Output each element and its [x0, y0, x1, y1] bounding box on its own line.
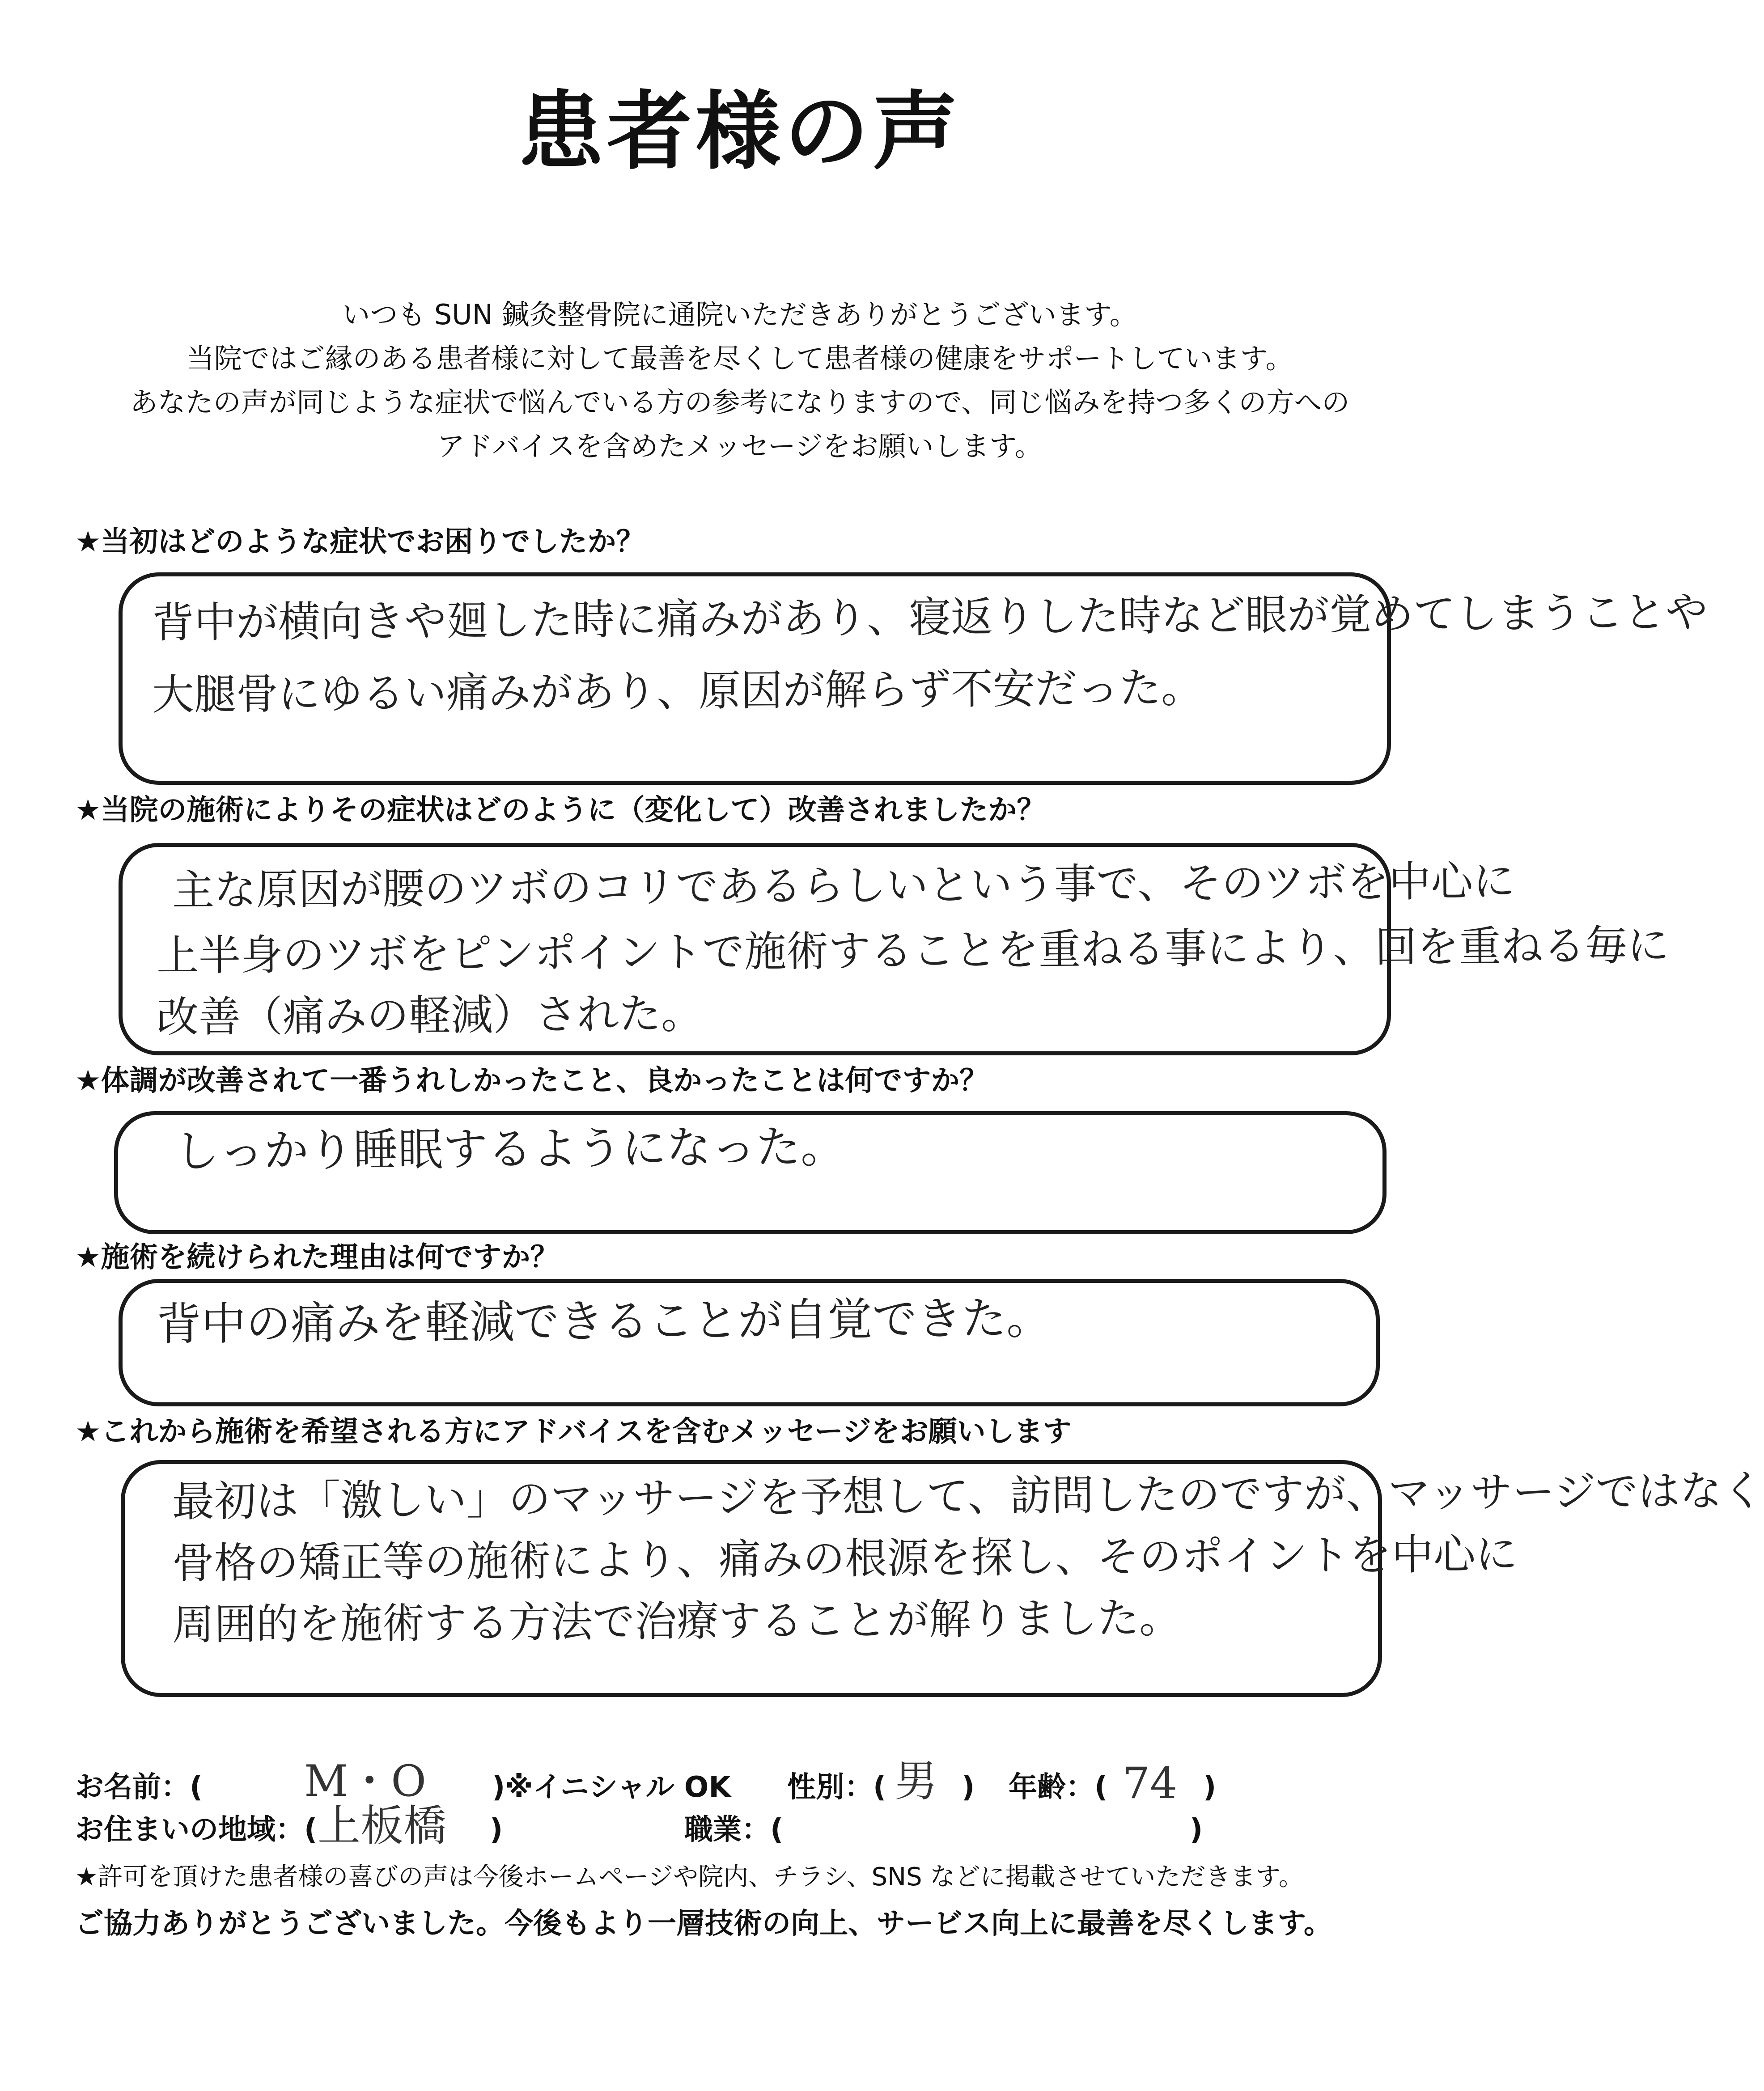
area-value: 上板橋 [318, 1801, 446, 1851]
name-close: )※イニシャル OK [492, 1771, 731, 1804]
question-1-label: ★当初はどのような症状でお困りでしたか？ [75, 525, 645, 559]
age-value: 74 [1123, 1758, 1178, 1808]
job-close: ) [1190, 1813, 1203, 1846]
answer-1-line: 大腿骨にゆるい痛みがあり、原因が解らず不安だった。 [152, 663, 1204, 720]
area-label: お住まいの地域：( [75, 1813, 318, 1846]
area-close: ) [490, 1813, 503, 1846]
name-label: お名前：( [75, 1771, 203, 1804]
answer-1-line: 背中が横向きや廻した時に痛みがあり、寝返りした時など眼が覚めてしまうことや [152, 588, 1708, 648]
answer-4-line: 背中の痛みを軽減できることが自覚できた。 [156, 1292, 1052, 1350]
gender-close: ) [962, 1771, 975, 1804]
age-label: 年齢：( [1009, 1771, 1108, 1804]
intro-line: アドバイスを含めたメッセージをお願いします。 [437, 430, 1043, 462]
intro-text [67, 293, 1412, 468]
permission-note: ★許可を頂けた患者様の喜びの声は今後ホームページや院内、チラシ、SNS などに掲載させていただきます。 [75, 1862, 1304, 1892]
answer-5-line: 骨格の矯正等の施術により、痛みの根源を探し、そのポイントを中心に [172, 1530, 1518, 1588]
age-close: ) [1203, 1771, 1217, 1804]
answer-2-line: 上半身のツボをピンポイントで施術することを重ねる事により、回を重ねる毎に [156, 921, 1670, 981]
intro-line: あなたの声が同じような症状で悩んでいる方の参考になりますので、同じ悩みを持つ多くの方への [130, 386, 1350, 419]
answer-2-line: 改善（痛みの軽減）された。 [156, 989, 704, 1042]
question-4-label: ★施術を続けられた理由は何ですか？ [75, 1241, 559, 1274]
question-5-label: ★これから施術を希望される方にアドバイスを含むメッセージをお願いします [75, 1415, 1072, 1448]
answer-5-line: 周囲的を施術する方法で治療することが解りました。 [172, 1594, 1182, 1650]
intro-line: 当院ではご縁のある患者様に対して最善を尽くして患者様の健康をサポートしています。 [186, 342, 1293, 375]
thanks-message: ご協力ありがとうございました。今後もより一層技術の向上、サービス向上に最善を尽くします。 [75, 1907, 1332, 1940]
answer-2-line: 主な原因が腰のツボのコリであるらしいという事で、そのツボを中心に [172, 857, 1515, 915]
gender-label: 性別：( [787, 1771, 886, 1804]
answer-3-line: しっかり睡眠するようになった。 [174, 1120, 846, 1178]
name-value: M・O [304, 1756, 426, 1806]
job-label: 職業：( [684, 1813, 784, 1846]
gender-value: 男 [895, 1756, 937, 1806]
question-3-label: ★体調が改善されて一番うれしかったこと、良かったことは何ですか？ [75, 1064, 988, 1097]
intro-line: いつも SUN 鍼灸整骨院に通院いただきありがとうございます。 [342, 298, 1137, 331]
answer-5-line: 最初は「激しい」のマッサージを予想して、訪問したのですが、マッサージではなく [172, 1466, 1764, 1527]
page-title: 患者様の声 [518, 82, 961, 181]
question-2-label: ★当院の施術によりその症状はどのように（変化して）改善されましたか？ [75, 794, 1046, 827]
